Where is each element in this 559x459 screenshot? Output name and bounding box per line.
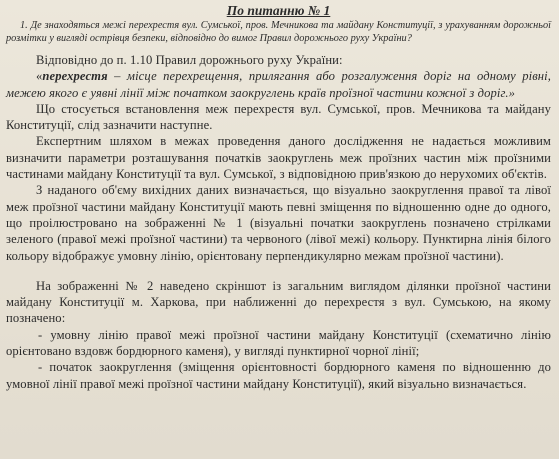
list-item: - умовну лінію правої межі проїзної частини майдану Конституції (схематично лінію орієнтовано вздовж бордюрного каменя), у вигляді пунктирної чорної лінії;: [6, 327, 551, 359]
list-item: - початок заокруглення (зміщення орієнтовності бордюрного каменя по відношенню до умовної лінії правої межі проїзної частини майдану Конституції), який візуально визначається.: [6, 360, 551, 391]
question-text: 1. Де знаходяться межі перехрестя вул. Сумської, пров. Мечникова та майдану Конституції, з урахуванням дорожньої розмітки у вигляді острівця безпеки, відповідно до вимог Правил дорожнього руху України?: [6, 20, 551, 44]
intro-paragraph: Відповідно до п. 1.10 Правил дорожнього руху України:: [36, 53, 343, 67]
paragraph-gap: [6, 264, 551, 278]
body-paragraph: З наданого об'єму вихідних даних визначається, що візуально заокруглення правої та лівої меж проїзної частини майдану Конституції мають певні зміщення по відношенню одне до одного, що проілюстровано на зображенні № 1 (візуальні початки заокруглень позначено стрілками зеленого (правої межі проїзної частини) та червоного (лівої межі) кольору. Пунктирна лінія білого кольору відображує умовну лінію, орієнтовану перпендикулярно межам проїзної частини).: [6, 183, 551, 263]
body-paragraph: На зображенні № 2 наведено скріншот із загальним виглядом ділянки проїзної частини майдану Конституції м. Харкова, при наближенні до перехрестя з вул. Сумською, на якому позначено:: [6, 278, 551, 326]
body-paragraph: Що стосується встановлення меж перехрестя вул. Сумської, пров. Мечникова та майдану Конституції, слід зазначити наступне.: [6, 101, 551, 133]
body-paragraph: Експертним шляхом в межах проведення даного дослідження не надається можливим визначити параметри розташування початків заокруглень меж проїзних частин між проїзними частинами майдану Конституції та вул. Сумської, з відповідною прив'язкою до нерухомих об'єктів.: [6, 134, 551, 182]
definition-text: – місце перехрещення, прилягання або розгалуження доріг на одному рівні, межею якого є уявні лінії між початком заокруглень країв проїзної частини кожної з доріг.»: [6, 69, 551, 100]
definition-paragraph: [6, 68, 551, 101]
definition-open-quote: «: [36, 69, 43, 84]
section-heading: По питанню № 1: [226, 3, 331, 18]
definition-term: перехрестя: [42, 69, 108, 84]
